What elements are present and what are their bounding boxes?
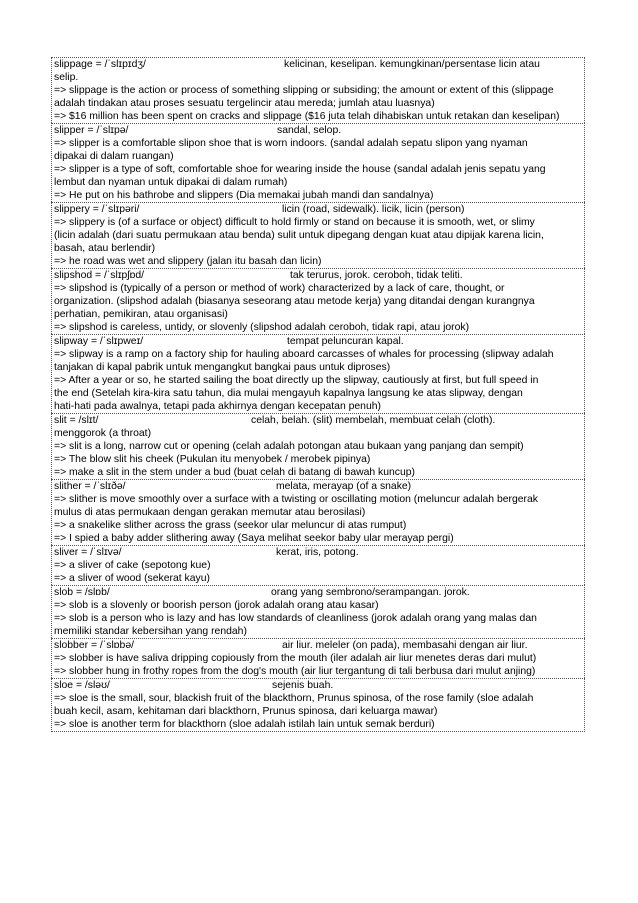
- entry-example-line: => He put on his bathrobe and slippers (Dia memakai jubah mandi dan sandalnya): [54, 190, 434, 201]
- entry-headline: [54, 586, 582, 599]
- entry-example-line: => slipway is a ramp on a factory ship for hauling aboard carcasses of whales for processing (slipway adalah: [54, 349, 554, 360]
- entry-text-line: buah kecil, asam, kehitaman dari blackthorn, Prunus spinosa, dari keluarga mawar): [54, 706, 438, 717]
- entry-translation: melata, merayap (of a snake): [276, 481, 412, 492]
- entry-example-line: => slippage is the action or process of something slipping or subsiding; the amount or extent of this (slippage: [54, 85, 554, 96]
- dictionary-entry: [51, 334, 585, 413]
- entry-headline: [54, 639, 582, 652]
- entry-text-line: memiliki standar kebersihan yang rendah): [54, 626, 247, 637]
- entry-example-line: => slob is a person who is lazy and has low standards of cleanliness (jorok adalah orang yang malas dan: [54, 613, 537, 624]
- entry-text-line: adalah tindakan atau proses sesuatu tergelincir atau mereda; jumlah atau luasnya): [54, 98, 435, 109]
- entry-term: slob = /slɒb/: [54, 587, 110, 598]
- entry-example-line: => slit is a long, narrow cut or opening (celah adalah potongan atau bukaan yang panjang dan sempit): [54, 441, 524, 452]
- entry-term: slipway = /ˈslɪpweɪ/: [54, 336, 144, 347]
- entry-text-line: tanjakan di kapal pabrik untuk mengangkut bangkai paus untuk diproses): [54, 362, 391, 373]
- dictionary-entry: [51, 545, 585, 585]
- entry-headline: [54, 58, 582, 71]
- entry-translation: licin (road, sidewalk). licik, licin (person): [282, 204, 465, 215]
- entry-translation: kelicinan, keselipan. kemungkinan/persentase licin atau: [284, 59, 540, 70]
- entry-translation: tempat peluncuran kapal.: [287, 336, 404, 347]
- entry-term: slither = /ˈslɪðə/: [54, 481, 126, 492]
- entry-text-line: the end (Setelah kira-kira satu tahun, dia mulai mengayuh kapalnya langsung ke atas slipway, dengan: [54, 388, 523, 399]
- entry-text-line: dipakai di dalam ruangan): [54, 151, 174, 162]
- entry-term: slippery = /ˈslɪpəri/: [54, 204, 140, 215]
- dictionary-entry: [51, 268, 585, 334]
- entry-example-line: => he road was wet and slippery (jalan itu basah dan licin): [54, 256, 322, 267]
- entry-example-line: => slither is move smoothly over a surface with a twisting or oscillating motion (meluncur adalah bergerak: [54, 494, 538, 505]
- entry-example-line: => slipshod is (typically of a person or method of work) characterized by a lack of care, thought, or: [54, 283, 505, 294]
- entry-term: slit = /slɪt/: [54, 415, 99, 426]
- entry-text-line: basah, atau berlendir): [54, 243, 156, 254]
- entry-translation: air liur. meleler (on pada), membasahi dengan air liur.: [282, 640, 528, 651]
- entry-example-line: => make a slit in the stem under a bud (buat celah di batang di bawah kuncup): [54, 467, 416, 478]
- entry-example-line: => After a year or so, he started sailing the boat directly up the slipway, cautiously at first, but full speed in: [54, 375, 539, 386]
- entry-example-line: => slobber hung in frothy ropes from the dog's mouth (air liur tergantung di tali berbusa dari mulut anjing): [54, 666, 536, 677]
- dictionary-entry: [51, 413, 585, 479]
- entry-example-line: => sloe is another term for blackthorn (sloe adalah istilah lain untuk semak berduri): [54, 719, 435, 730]
- entry-text-line: (licin adalah (dari suatu permukaan atau benda) sulit untuk dipegang dengan kuat atau dipijak karena licin,: [54, 230, 544, 241]
- entry-headline: [54, 269, 582, 282]
- entry-example-line: => a snakelike slither across the grass (seekor ular meluncur di atas rumput): [54, 520, 407, 531]
- entry-translation: tak terurus, jorok. ceroboh, tidak teliti.: [290, 270, 463, 281]
- entry-text-line: selip.: [54, 72, 79, 83]
- dictionary-entry: [51, 479, 585, 545]
- entry-example-line: => The blow slit his cheek (Pukulan itu menyobek / merobek pipinya): [54, 454, 371, 465]
- entry-example-line: => I spied a baby adder slithering away (Saya melihat seekor baby ular merayap pergi): [54, 533, 454, 544]
- entry-term: slipshod = /ˈslɪpʃɒd/: [54, 270, 145, 281]
- entry-headline: [54, 480, 582, 493]
- dictionary-entry: [51, 638, 585, 678]
- entry-term: slipper = /ˈslɪpə/: [54, 125, 129, 136]
- entry-headline: [54, 124, 582, 137]
- entry-term: slobber = /ˈslɒbə/: [54, 640, 134, 651]
- entry-headline: [54, 335, 582, 348]
- dictionary-entry: [51, 123, 585, 202]
- entry-example-line: => $16 million has been spent on cracks and slippage ($16 juta telah dihabiskan untuk retakan dan keselipan): [54, 111, 560, 122]
- entry-headline: [54, 679, 582, 692]
- entry-example-line: => slob is a slovenly or boorish person (jorok adalah orang atau kasar): [54, 600, 379, 611]
- entry-text-line: lembut dan nyaman untuk dipakai di dalam rumah): [54, 177, 288, 188]
- entry-text-line: menggorok (a throat): [54, 428, 152, 439]
- entry-translation: sejenis buah.: [272, 680, 334, 691]
- entry-headline: [54, 546, 582, 559]
- entry-translation: sandal, selop.: [277, 125, 342, 136]
- dictionary-document: [51, 57, 585, 732]
- dictionary-entry: [51, 202, 585, 268]
- dictionary-entry: [51, 585, 585, 638]
- entry-example-line: => sloe is the small, sour, blackish fruit of the blackthorn, Prunus spinosa, of the rose family (sloe adalah: [54, 693, 534, 704]
- entry-example-line: => slipper is a comfortable slipon shoe that is worn indoors. (sandal adalah sepatu slipon yang nyaman: [54, 138, 528, 149]
- entry-translation: orang yang sembrono/serampangan. jorok.: [271, 587, 470, 598]
- entry-example-line: => slippery is (of a surface or object) difficult to hold firmly or stand on because it is smooth, wet, or slimy: [54, 217, 535, 228]
- entry-translation: kerat, iris, potong.: [276, 547, 359, 558]
- entry-term: slippage = /ˈslɪpɪdʒ/: [54, 59, 146, 70]
- entry-term: sliver = /ˈslɪvə/: [54, 547, 122, 558]
- entry-translation: celah, belah. (slit) membelah, membuat celah (cloth).: [251, 415, 496, 426]
- entry-term: sloe = /sləʊ/: [54, 680, 110, 691]
- entry-example-line: => slobber is have saliva dripping copiously from the mouth (iler adalah air liur menetes deras dari mulut): [54, 653, 537, 664]
- dictionary-entry: [51, 57, 585, 123]
- entry-headline: [54, 203, 582, 216]
- entry-example-line: => slipper is a type of soft, comfortable shoe for wearing inside the house (sandal adalah jenis sepatu yang: [54, 164, 546, 175]
- entry-text-line: hati-hati pada awalnya, tetapi pada akhirnya dengan kecepatan penuh): [54, 401, 381, 412]
- entry-text-line: organization. (slipshod adalah (biasanya seseorang atau metode kerja) yang ditandai dengan kurangnya: [54, 296, 535, 307]
- entry-text-line: mulus di atas permukaan dengan gerakan memutar atau berosilasi): [54, 507, 366, 518]
- entry-example-line: => a sliver of cake (sepotong kue): [54, 560, 211, 571]
- dictionary-entry: [51, 678, 585, 732]
- entry-example-line: => a sliver of wood (sekerat kayu): [54, 573, 210, 584]
- entry-example-line: => slipshod is careless, untidy, or slovenly (slipshod adalah ceroboh, tidak rapi, atau jorok): [54, 322, 470, 333]
- entry-text-line: perhatian, pemikiran, atau organisasi): [54, 309, 228, 320]
- entry-headline: [54, 414, 582, 427]
